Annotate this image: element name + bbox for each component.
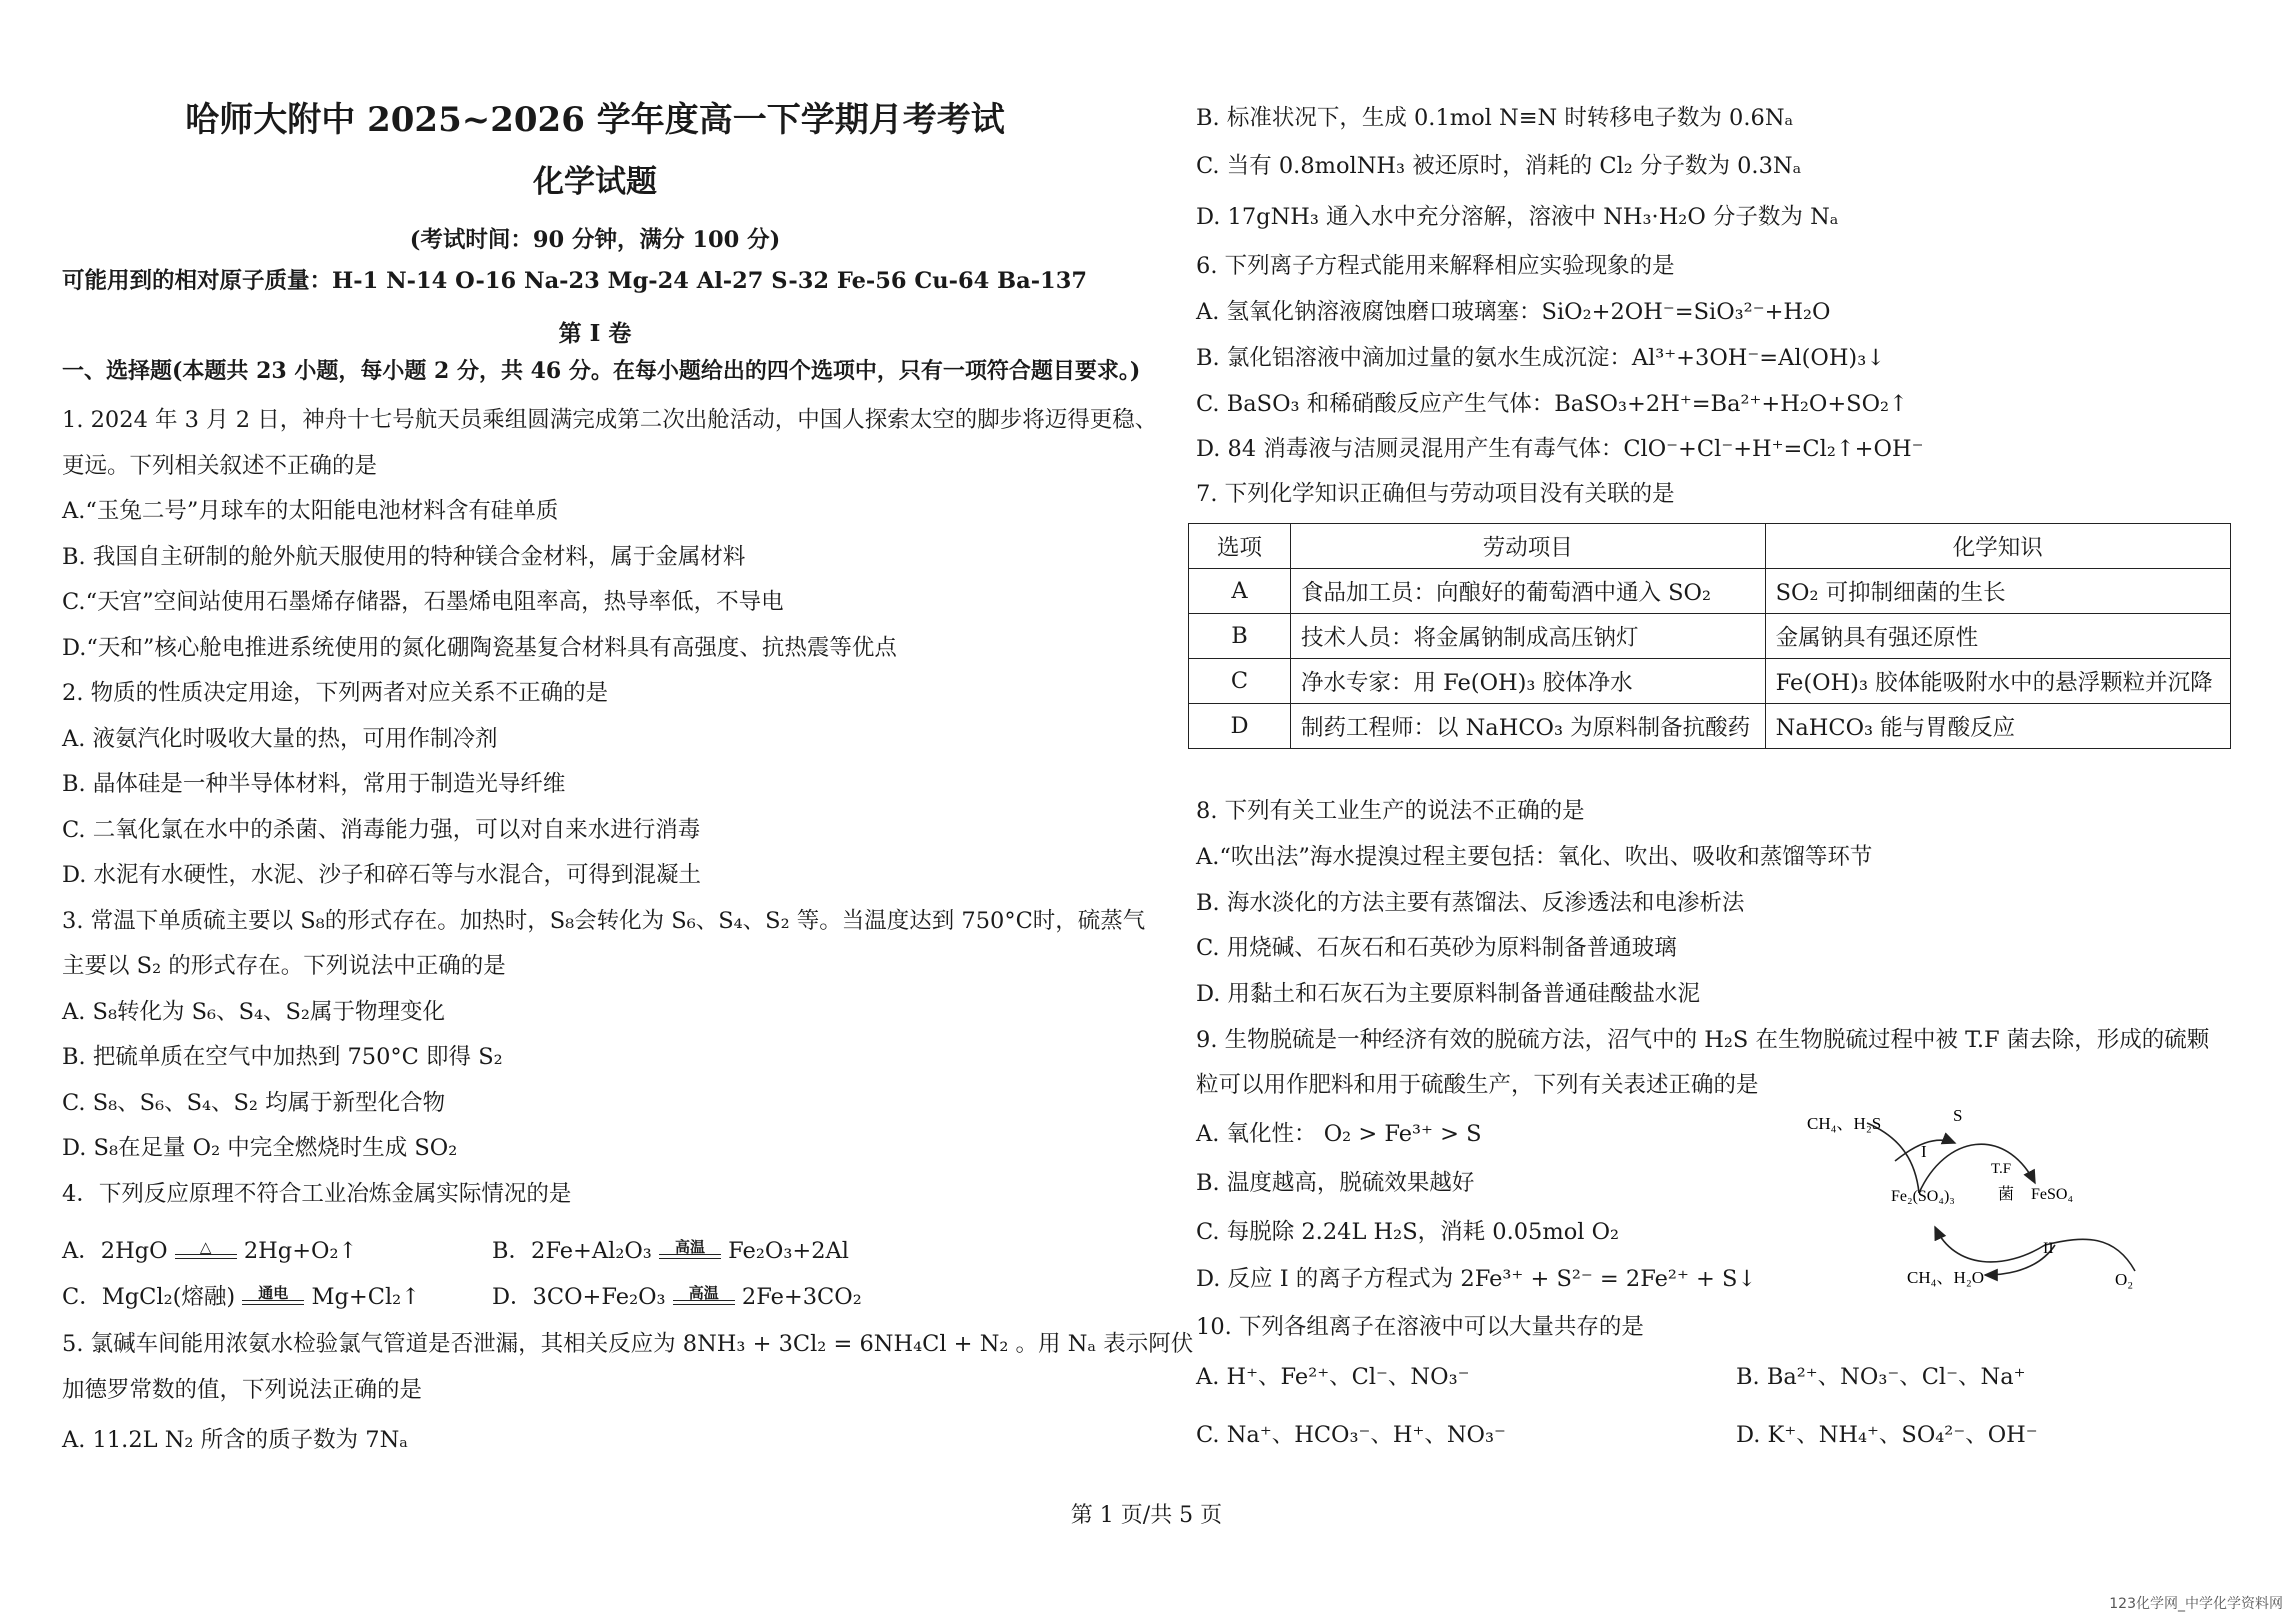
- table-cell: NaHCO₃ 能与胃酸反应: [1765, 704, 2230, 749]
- table-cell: B: [1189, 614, 1291, 659]
- table-cell: Fe(OH)₃ 胶体能吸附水中的悬浮颗粒并沉降: [1765, 659, 2230, 704]
- q6-option-a: A. 氢氧化钠溶液腐蚀磨口玻璃塞：SiO₂+2OH⁻=SiO₃²⁻+H₂O: [1196, 299, 1831, 325]
- q1-line1: 1. 2024 年 3 月 2 日，神舟十七号航天员乘组圆满完成第二次出舱活动，中国人探索太空的脚步将迈得更稳、: [62, 407, 1158, 433]
- q8-option-c: C. 用烧碱、石灰石和石英砂为原料制备普通玻璃: [1196, 935, 1677, 961]
- diagram-label-roman-1: I: [1921, 1142, 1927, 1161]
- arrow-reaction-1: [1919, 1144, 2035, 1193]
- table-cell: D: [1189, 704, 1291, 749]
- section-heading: 一、选择题(本题共 23 小题，每小题 2 分，共 46 分。在每小题给出的四个选项中，只有一项符合题目要求。): [62, 358, 1141, 384]
- q9-option-d: D. 反应 I 的离子方程式为 2Fe³⁺ + S²⁻ = 2Fe²⁺ + S↓: [1196, 1266, 1757, 1292]
- q3-option-c: C. S₈、S₆、S₄、S₂ 均属于新型化合物: [62, 1090, 446, 1116]
- q6-option-c: C. BaSO₃ 和稀硝酸反应产生气体：BaSO₃+2H⁺=Ba²⁺+H₂O+SO₂↑: [1196, 391, 1908, 417]
- q3-option-d: D. S₈在足量 O₂ 中完全燃烧时生成 SO₂: [62, 1135, 458, 1161]
- table-cell: 制药工程师：以 NaHCO₃ 为原料制备抗酸药: [1290, 704, 1765, 749]
- q1-option-c: C.“天宫”空间站使用石墨烯存储器，石墨烯电阻率高，热导率低，不导电: [62, 589, 784, 615]
- diagram-label-fe2so43: Fe₂(SO₄)₃: [1891, 1188, 1955, 1205]
- q8-stem: 8. 下列有关工业生产的说法不正确的是: [1196, 798, 1585, 824]
- volume-label: 第 I 卷: [558, 320, 632, 347]
- diagram-label-ch4-h2s: CH₄、H₂S: [1807, 1114, 1882, 1133]
- q2-stem: 2. 物质的性质决定用途，下列两者对应关系不正确的是: [62, 680, 609, 706]
- q6-option-d: D. 84 消毒液与洁厕灵混用产生有毒气体：ClO⁻+Cl⁻+H⁺=Cl₂↑+OH⁻: [1196, 436, 1924, 462]
- diagram-label-tf: T.F: [1991, 1161, 2012, 1177]
- diagram-label-ch4-h2o: CH₄、H₂O: [1907, 1268, 1985, 1287]
- reaction-condition-arrow: △: [175, 1240, 237, 1259]
- table-cell: 金属钠具有强还原性: [1765, 614, 2230, 659]
- q10-stem: 10. 下列各组离子在溶液中可以大量共存的是: [1196, 1314, 1644, 1340]
- q4-option-d: D．3CO+Fe₂O₃ 高温 2Fe+3CO₂: [492, 1284, 862, 1310]
- reaction-condition-arrow: 高温: [659, 1240, 721, 1259]
- q1-option-a: A.“玉兔二号”月球车的太阳能电池材料含有硅单质: [62, 498, 559, 524]
- diagram-label-roman-2: II: [2043, 1240, 2054, 1257]
- table-row: [1189, 659, 2231, 704]
- q7-stem: 7. 下列化学知识正确但与劳动项目没有关联的是: [1196, 481, 1675, 507]
- q9-line1: 9. 生物脱硫是一种经济有效的脱硫方法，沼气中的 H₂S 在生物脱硫过程中被 T.F 菌去除，形成的硫颗: [1196, 1027, 2210, 1053]
- table-cell: SO₂ 可抑制细菌的生长: [1765, 569, 2230, 614]
- q4-option-b: B．2Fe+Al₂O₃ 高温 Fe₂O₃+2Al: [492, 1238, 849, 1264]
- atomic-masses: 可能用到的相对原子质量：H-1 N-14 O-16 Na-23 Mg-24 Al-27 S-32 Fe-56 Cu-64 Ba-137: [62, 268, 1088, 294]
- q7-table: [1188, 523, 2231, 749]
- reaction-condition-arrow: 高温: [673, 1286, 735, 1305]
- subject-title: 化学试题: [533, 164, 657, 200]
- q5-option-d: D. 17gNH₃ 通入水中充分溶解，溶液中 NH₃·H₂O 分子数为 Nₐ: [1196, 204, 1839, 230]
- q9-option-c: C. 每脱除 2.24L H₂S，消耗 0.05mol O₂: [1196, 1219, 1620, 1245]
- table-row: [1189, 614, 2231, 659]
- table-row: [1189, 704, 2231, 749]
- watermark: 123化学网_中学化学资料网: [2109, 1596, 2283, 1612]
- time-info: (考试时间：90 分钟，满分 100 分): [409, 227, 781, 253]
- exam-title: 哈师大附中 2025~2026 学年度高一下学期月考考试: [185, 100, 1005, 140]
- q1-option-b: B. 我国自主研制的舱外航天服使用的特种镁合金材料，属于金属材料: [62, 544, 746, 570]
- q3-option-b: B. 把硫单质在空气中加热到 750°C 即得 S₂: [62, 1044, 503, 1070]
- table-cell: A: [1189, 569, 1291, 614]
- q9-line2: 粒可以用作肥料和用于硫酸生产，下列有关表述正确的是: [1196, 1072, 1759, 1098]
- table-header-cell: 化学知识: [1765, 524, 2230, 569]
- table-cell: 净水专家：用 Fe(OH)₃ 胶体净水: [1290, 659, 1765, 704]
- table-header-cell: 劳动项目: [1290, 524, 1765, 569]
- q2-option-b: B. 晶体硅是一种半导体材料，常用于制造光导纤维: [62, 771, 566, 797]
- q1-option-d: D.“天和”核心舱电推进系统使用的氮化硼陶瓷基复合材料具有高强度、抗热震等优点: [62, 635, 897, 661]
- reaction-condition-arrow: 通电: [242, 1286, 304, 1305]
- page-number: 第 1 页/共 5 页: [1070, 1503, 1223, 1528]
- q5-option-a: A. 11.2L N₂ 所含的质子数为 7Nₐ: [62, 1427, 408, 1453]
- table-cell: 技术人员：将金属钠制成高压钠灯: [1290, 614, 1765, 659]
- q4-option-a: A．2HgO △ 2Hg+O₂↑: [62, 1238, 358, 1264]
- q3-line2: 主要以 S₂ 的形式存在。下列说法中正确的是: [62, 953, 506, 979]
- diagram-label-feso4: FeSO₄: [2031, 1186, 2074, 1203]
- table-header-cell: 选项: [1189, 524, 1291, 569]
- q3-line1: 3. 常温下单质硫主要以 S₈的形式存在。加热时，S₈会转化为 S₆、S₄、S₂ 等。当温度达到 750°C时，硫蒸气: [62, 908, 1146, 934]
- q10-option-d: D. K⁺、NH₄⁺、SO₄²⁻、OH⁻: [1736, 1422, 2038, 1448]
- table-cell: C: [1189, 659, 1291, 704]
- q5-line1: 5. 氯碱车间能用浓氨水检验氯气管道是否泄漏，其相关反应为 8NH₃ + 3Cl₂ = 6NH₄Cl + N₂ 。用 Nₐ 表示阿伏: [62, 1331, 1194, 1357]
- q8-option-b: B. 海水淡化的方法主要有蒸馏法、反渗透法和电渗析法: [1196, 890, 1745, 916]
- q3-option-a: A. S₈转化为 S₆、S₄、S₂属于物理变化: [62, 999, 445, 1025]
- diagram-label-s: S: [1953, 1106, 1963, 1125]
- q5-line2: 加德罗常数的值，下列说法正确的是: [62, 1377, 423, 1403]
- diagram-label-jun: 菌: [1998, 1186, 2015, 1203]
- q1-line2: 更远。下列相关叙述不正确的是: [62, 453, 378, 479]
- q9-option-a: A. 氧化性： O₂ > Fe³⁺ > S: [1196, 1121, 1482, 1147]
- cycle-arc-top: [1867, 1123, 1919, 1193]
- q5-option-b: B. 标准状况下，生成 0.1mol N≡N 时转移电子数为 0.6Nₐ: [1196, 105, 1794, 131]
- table-cell: 食品加工员：向酿好的葡萄酒中通入 SO₂: [1290, 569, 1765, 614]
- q2-option-c: C. 二氧化氯在水中的杀菌、消毒能力强，可以对自来水进行消毒: [62, 817, 701, 843]
- q4-option-c: C．MgCl₂(熔融) 通电 Mg+Cl₂↑: [62, 1284, 421, 1310]
- q10-option-b: B. Ba²⁺、NO₃⁻、Cl⁻、Na⁺: [1736, 1364, 2026, 1390]
- q8-option-a: A.“吹出法”海水提溴过程主要包括：氧化、吹出、吸收和蒸馏等环节: [1196, 844, 1873, 870]
- q6-stem: 6. 下列离子方程式能用来解释相应实验现象的是: [1196, 253, 1675, 279]
- q9-option-b: B. 温度越高，脱硫效果越好: [1196, 1170, 1475, 1196]
- q6-option-b: B. 氯化铝溶液中滴加过量的氨水生成沉淀：Al³⁺+3OH⁻=Al(OH)₃↓: [1196, 345, 1886, 371]
- q10-option-a: A. H⁺、Fe²⁺、Cl⁻、NO₃⁻: [1196, 1364, 1470, 1390]
- table-header-row: [1189, 524, 2231, 569]
- q2-option-a: A. 液氨汽化时吸收大量的热，可用作制冷剂: [62, 726, 498, 752]
- q5-option-c: C. 当有 0.8molNH₃ 被还原时，消耗的 Cl₂ 分子数为 0.3Nₐ: [1196, 153, 1802, 179]
- diagram-label-o2: O₂: [2115, 1270, 2134, 1289]
- q2-option-d: D. 水泥有水硬性，水泥、沙子和碎石等与水混合，可得到混凝土: [62, 862, 702, 888]
- q4-stem: 4．下列反应原理不符合工业冶炼金属实际情况的是: [62, 1181, 572, 1207]
- q8-option-d: D. 用黏土和石灰石为主要原料制备普通硅酸盐水泥: [1196, 981, 1701, 1007]
- q10-option-c: C. Na⁺、HCO₃⁻、H⁺、NO₃⁻: [1196, 1422, 1506, 1448]
- table-row: [1189, 569, 2231, 614]
- biodesulfurization-diagram: [1795, 1095, 2155, 1305]
